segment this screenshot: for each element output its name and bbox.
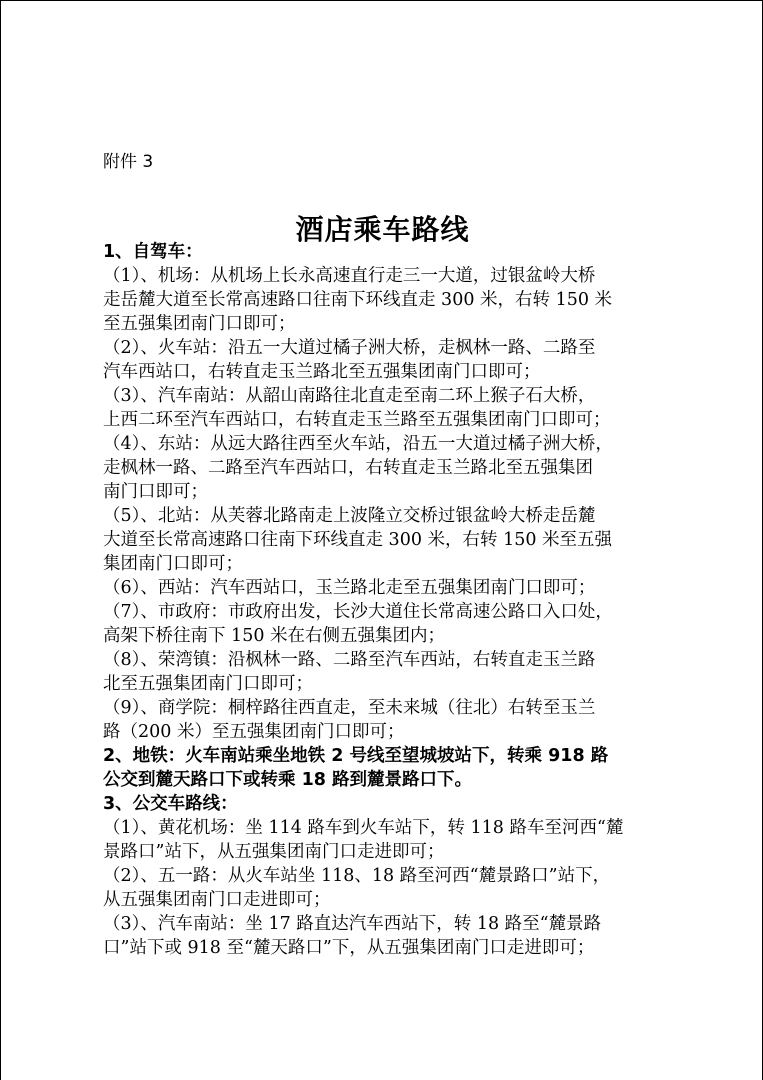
text-line: 至五强集团南门口即可；	[103, 314, 296, 334]
attachment-label: 附件 3	[103, 152, 154, 172]
route-item-east-station	[103, 432, 671, 504]
text-line: （3）、汽车南站：坐 17 路直达汽车西站下，转 18 路至“麓景路	[103, 914, 602, 934]
bus-item-wuyi-road	[103, 864, 671, 912]
text-line: （5）、北站：从芙蓉北路南走上波隆立交桥过银盆岭大桥走岳麓	[103, 506, 596, 526]
text-line: 高架下桥往南下 150 米在右侧五强集团内；	[103, 626, 446, 646]
route-item-city-government	[103, 600, 671, 648]
route-item-rongwan-town	[103, 648, 671, 696]
section-heading-bus: 3、公交车路线：	[103, 794, 238, 814]
text-line: （7）、市政府：市政府出发，长沙大道住长常高速公路口入口处，	[103, 602, 613, 622]
text-line: （6）、西站：汽车西站口，玉兰路北走至五强集团南门口即可；	[103, 578, 596, 598]
route-item-business-college	[103, 696, 671, 744]
bus-item-south-bus-station	[103, 912, 671, 960]
text-line: 汽车西站口，右转直走玉兰路北至五强集团南门口即可；	[103, 362, 541, 382]
text-line: 集团南门口即可；	[103, 554, 243, 574]
text-line: 口”站下或 918 至“麓天路口”下，从五强集团南门口走进即可；	[103, 938, 595, 958]
bus-item-huanghua-airport	[103, 816, 671, 864]
text-line: 路（200 米）至五强集团南门口即可；	[103, 722, 405, 742]
text-line: （3）、汽车南站：从韶山南路往北直走至南二环上猴子石大桥，	[103, 386, 596, 406]
route-item-train-station	[103, 336, 671, 384]
text-line: 大道至长常高速路口往南下环线直走 300 米，右转 150 米至五强	[103, 530, 613, 550]
section-heading-metro: 2、地铁：火车南站乘坐地铁 2 号线至望城坡站下，转乘 918 路	[103, 746, 609, 766]
section-heading-self-drive: 1、自驾车：	[103, 242, 203, 262]
route-item-west-station	[103, 576, 671, 600]
route-item-south-bus-station	[103, 384, 671, 432]
section-metro	[103, 744, 671, 792]
section-heading-metro-continued: 公交到麓天路口下或转乘 18 路到麓景路口下。	[103, 770, 473, 790]
document-body	[103, 240, 671, 960]
text-line: 上西二环至汽车西站口，右转直走玉兰路至五强集团南门口即可；	[103, 410, 611, 430]
text-line: 北至五强集团南门口即可；	[103, 674, 313, 694]
text-line: （1）、机场：从机场上长永高速直行走三一大道，过银盆岭大桥	[103, 266, 596, 286]
text-line: 景路口”站下，从五强集团南门口走进即可；	[103, 842, 445, 862]
text-line: （2）、火车站：沿五一大道过橘子洲大桥，走枫林一路、二路至	[103, 338, 596, 358]
route-item-airport	[103, 264, 671, 336]
text-line: 走枫林一路、二路至汽车西站口，右转直走玉兰路北至五强集团	[103, 458, 593, 478]
page-title: 酒店乘车路线	[295, 213, 470, 246]
text-line: （2）、五一路：从火车站坐 118、18 路至河西“麓景路口”站下，	[103, 866, 611, 886]
text-line: （4）、东站：从远大路往西至火车站，沿五一大道过橘子洲大桥，	[103, 434, 613, 454]
text-line: 南门口即可；	[103, 482, 208, 502]
text-line: （1）、黄花机场：坐 114 路车到火车站下，转 118 路车至河西“麓	[103, 818, 624, 838]
text-line: （9）、商学院：桐梓路往西直走，至未来城（往北）右转至玉兰	[103, 698, 596, 718]
text-line: （8）、荣湾镇：沿枫林一路、二路至汽车西站，右转直走玉兰路	[103, 650, 596, 670]
route-item-north-station	[103, 504, 671, 576]
text-line: 从五强集团南门口走进即可；	[103, 890, 331, 910]
text-line: 走岳麓大道至长常高速路口往南下环线直走 300 米，右转 150 米	[103, 290, 613, 310]
